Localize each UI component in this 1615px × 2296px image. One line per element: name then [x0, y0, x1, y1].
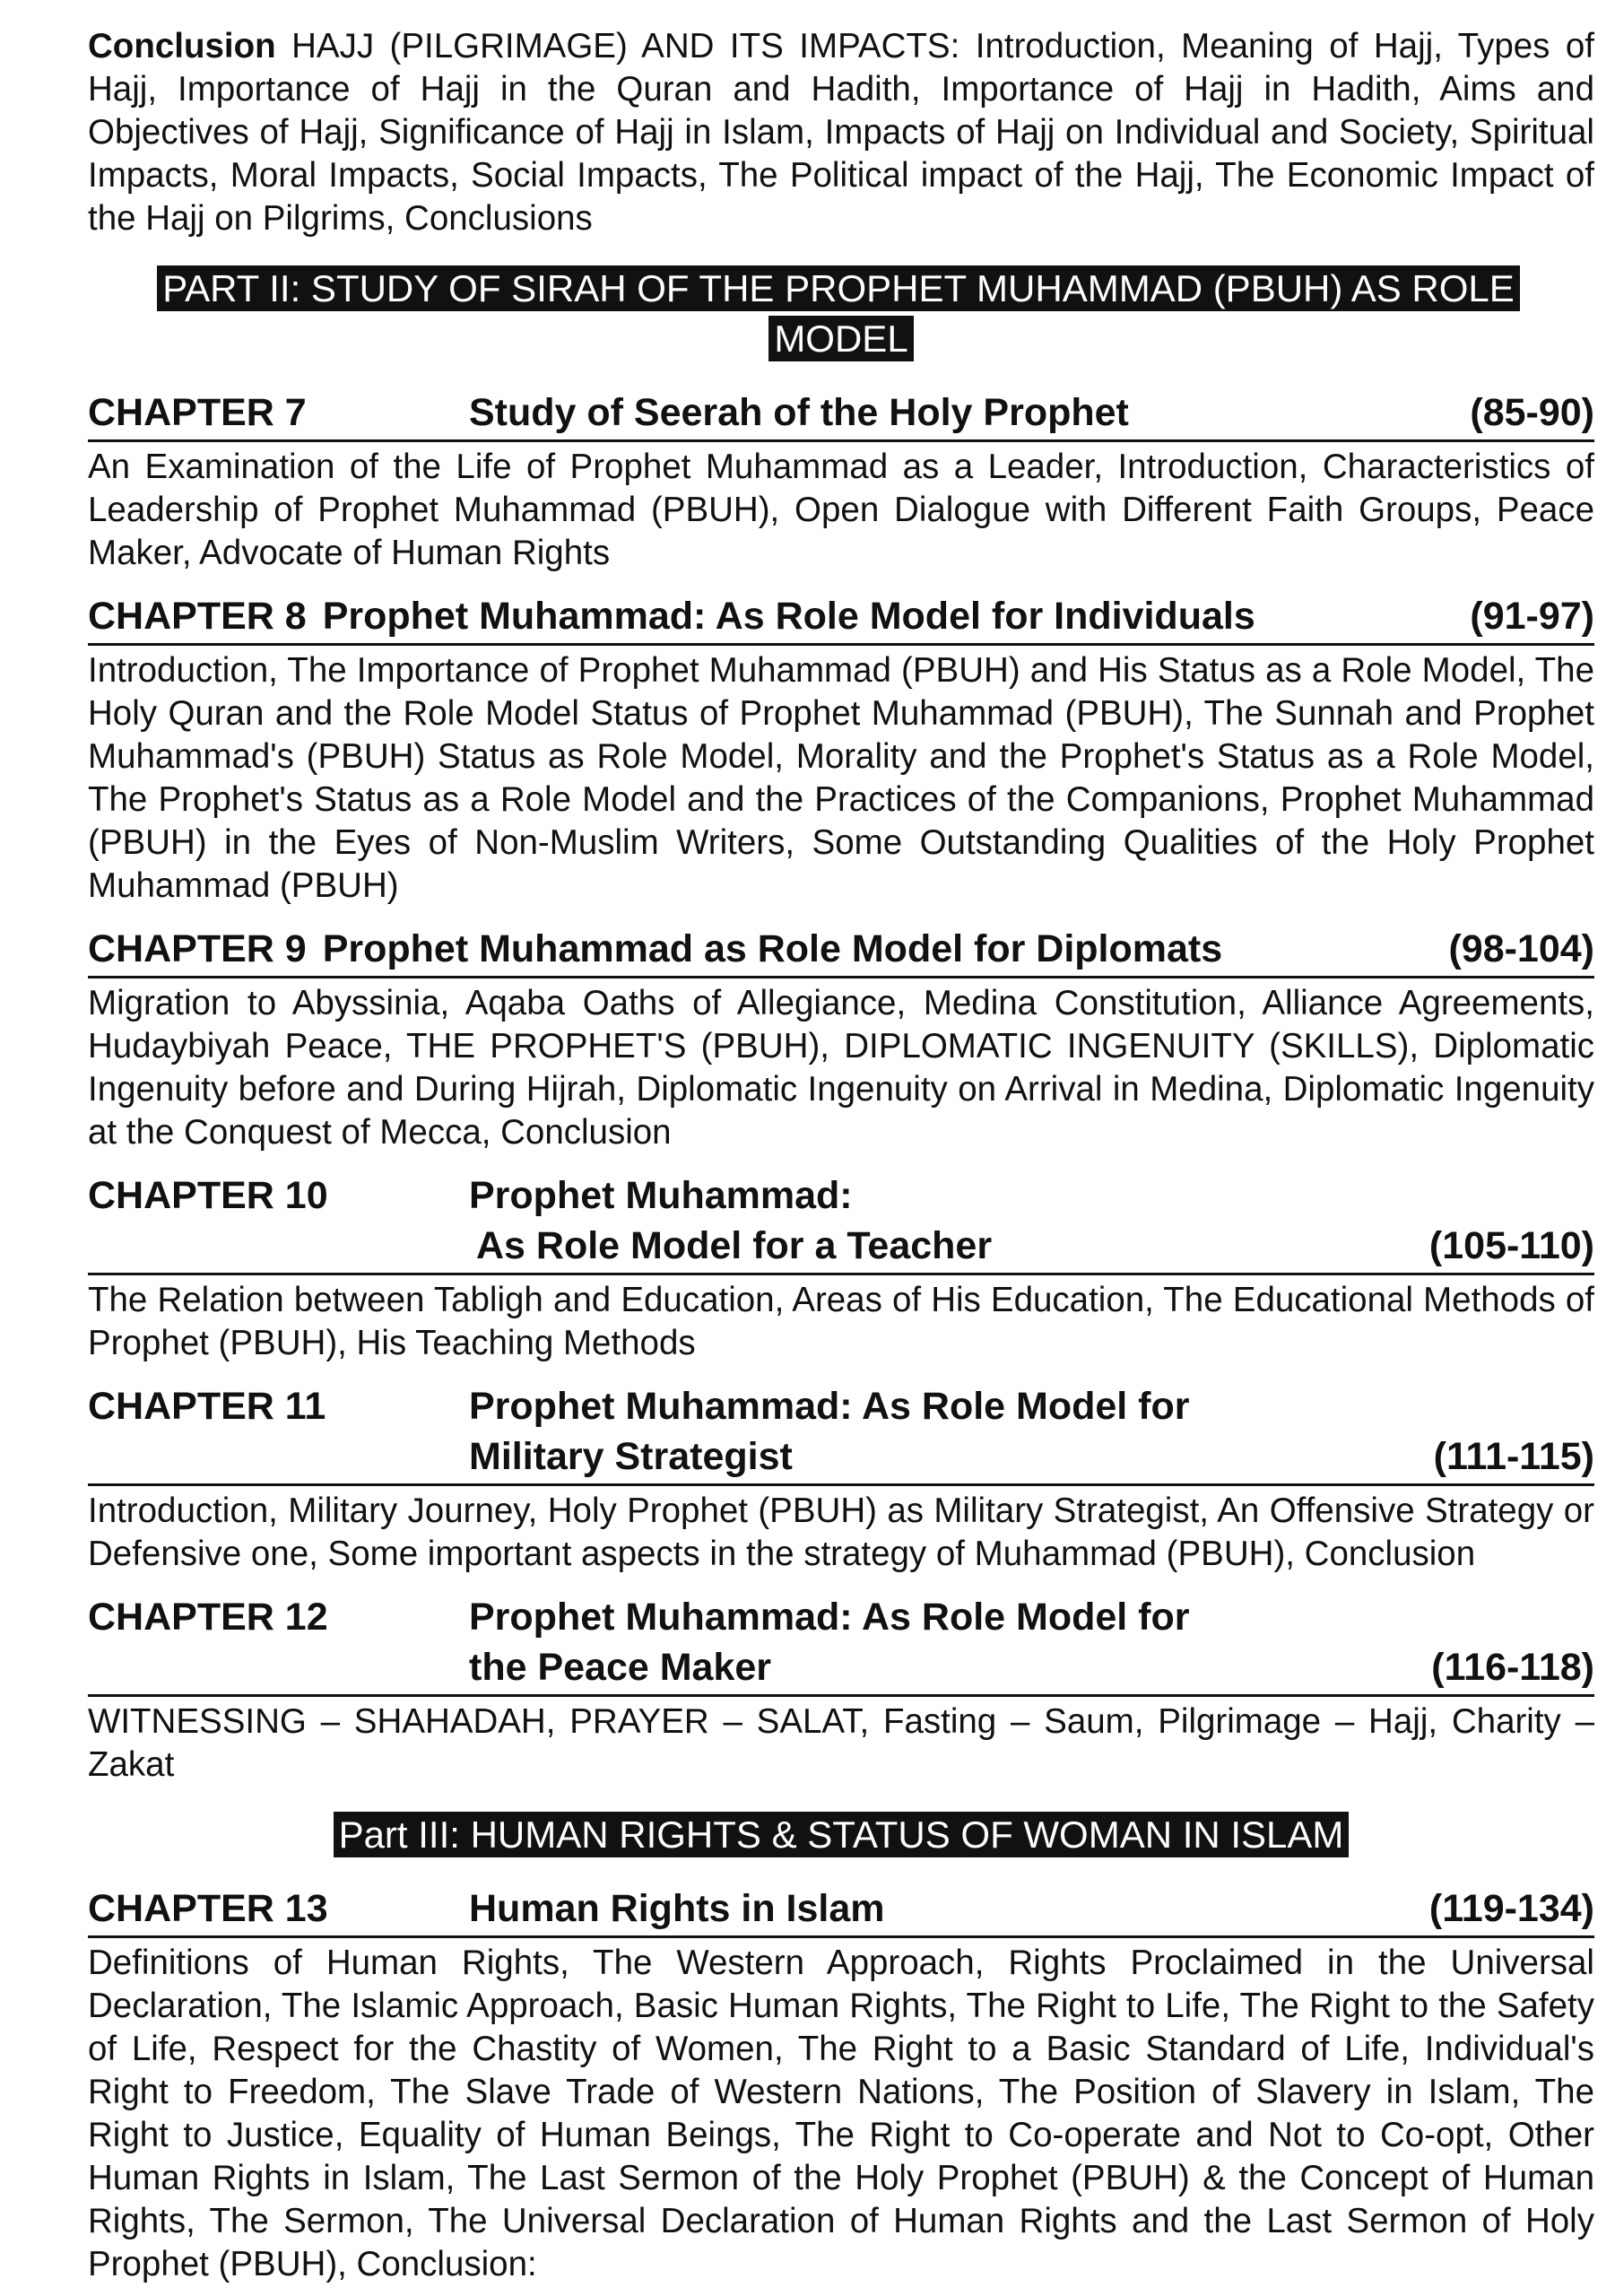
part-ii-banner: PART II: STUDY OF SIRAH OF THE PROPHET MUHAMMAD (PBUH) AS ROLE MODEL: [157, 265, 1520, 361]
chapter-page-range: (91-97): [1470, 595, 1594, 638]
chapter-12-description: WITNESSING – SHAHADAH, PRAYER – SALAT, Fasting – Saum, Pilgrimage – Hajj, Charity – Zakat: [88, 1702, 1594, 1784]
chapter-9-description: Migration to Abyssinia, Aqaba Oaths of Allegiance, Medina Constitution, Alliance Agreements, Hudaybiyah Peace, THE PROPHET'S (PBUH), DIPLOMATIC INGENUITY (SKILLS), Diplomatic Ingenuity before and During Hijrah, Diplomatic Ingenuity on Arrival in Medina, Diplomatic Ingenuity at the Conquest of Mecca, Conclusion: [88, 984, 1594, 1152]
chapter-label: CHAPTER 7: [88, 391, 307, 434]
chapter-page-range: (116-118): [1431, 1646, 1594, 1689]
chapter-title-line: As Role Model for a Teacher: [476, 1224, 993, 1267]
part-ii-heading: [88, 264, 1594, 364]
chapter-title: [469, 1381, 1434, 1482]
chapter-page-range: (111-115): [1433, 1435, 1594, 1478]
chapter-label: CHAPTER 13: [88, 1887, 328, 1930]
chapter-9-heading: [88, 924, 1594, 978]
chapter-12-heading: [88, 1592, 1594, 1697]
chapter-page-range: (85-90): [1470, 391, 1594, 434]
chapter-title-line: Prophet Muhammad as Role Model for Diplomats: [322, 927, 1223, 970]
chapter-10-description: The Relation between Tabligh and Education, Areas of His Education, The Educational Methods of Prophet (PBUH), His Teaching Methods: [88, 1281, 1594, 1362]
intro-paragraph: [88, 25, 1594, 240]
chapter-label: CHAPTER 9: [88, 927, 307, 970]
chapter-title: [469, 1883, 1429, 1934]
chapter-page-range: (105-110): [1428, 1224, 1594, 1267]
chapter-title-line: Prophet Muhammad:: [469, 1174, 853, 1217]
chapter-label: CHAPTER 11: [88, 1385, 326, 1428]
intro-lead: Conclusion: [88, 27, 276, 65]
chapter-8-heading: [88, 591, 1594, 646]
table-of-contents-page: [88, 25, 1594, 2286]
chapter-title-line: Military Strategist: [469, 1435, 793, 1478]
chapter-title: [469, 387, 1470, 438]
chapter-title-line: Prophet Muhammad: As Role Model for Individuals: [322, 595, 1255, 638]
chapter-title-line: Study of Seerah of the Holy Prophet: [469, 391, 1129, 434]
chapter-11-heading: [88, 1381, 1594, 1486]
chapter-10-heading: [88, 1170, 1594, 1275]
chapter-title-line: Prophet Muhammad: As Role Model for: [469, 1596, 1190, 1639]
chapter-title: [323, 591, 1454, 641]
chapter-label: CHAPTER 8: [88, 595, 307, 638]
chapter-title-line: the Peace Maker: [469, 1646, 772, 1689]
chapter-label: CHAPTER 12: [88, 1596, 328, 1639]
chapter-13-description: Definitions of Human Rights, The Western Approach, Rights Proclaimed in the Universal Declaration, The Islamic Approach, Basic Human Rights, The Right to Life, The Right to the Safety of Life, Respect for the Chastity of Women, The Right to a Basic Standard of Life, Individual's Right to Freedom, The Slave Trade of Western Nations, The Position of Slavery in Islam, The Right to Justice, Equality of Human Beings, The Right to Co-operate and Not to Co-opt, Other Human Rights in Islam, The Last Sermon of the Holy Prophet (PBUH) & the Concept of Human Rights, The Sermon, The Universal Declaration of Human Rights and the Last Sermon of Holy Prophet (PBUH), Conclusion:: [88, 1944, 1594, 2283]
chapter-title-line: Prophet Muhammad: As Role Model for: [469, 1385, 1190, 1428]
chapter-7-heading: [88, 387, 1594, 442]
chapter-title-line: Human Rights in Islam: [469, 1887, 885, 1930]
chapter-page-range: (119-134): [1428, 1887, 1594, 1930]
part-iii-heading: [88, 1810, 1594, 1860]
chapter-13-heading: [88, 1883, 1594, 1938]
chapter-page-range: (98-104): [1448, 927, 1594, 970]
intro-text: HAJJ (PILGRIMAGE) AND ITS IMPACTS: Introduction, Meaning of Hajj, Types of Hajj, Importance of Hajj in the Quran and Hadith, Importance of Hajj in Hadith, Aims and Objectives of Hajj, Significance of Hajj in Islam, Impacts of Hajj on Individual and Society, Spiritual Impacts, Moral Impacts, Social Impacts, The Political impact of the Hajj, The Economic Impact of the Hajj on Pilgrims, Conclusions: [88, 27, 1594, 238]
chapter-11-description: Introduction, Military Journey, Holy Prophet (PBUH) as Military Strategist, An Offensive Strategy or Defensive one, Some important aspects in the strategy of Muhammad (PBUH), Conclusion: [88, 1492, 1594, 1573]
chapter-8-description: Introduction, The Importance of Prophet Muhammad (PBUH) and His Status as a Role Model, The Holy Quran and the Role Model Status of Prophet Muhammad (PBUH), The Sunnah and Prophet Muhammad's (PBUH) Status as Role Model, Morality and the Prophet's Status as a Role Model, The Prophet's Status as a Role Model and the Practices of the Companions, Prophet Muhammad (PBUH) in the Eyes of Non-Muslim Writers, Some Outstanding Qualities of the Holy Prophet Muhammad (PBUH): [88, 651, 1594, 905]
chapter-title: [323, 924, 1433, 974]
chapter-7-description: An Examination of the Life of Prophet Muhammad as a Leader, Introduction, Characteristics of Leadership of Prophet Muhammad (PBUH), Open Dialogue with Different Faith Groups, Peace Maker, Advocate of Human Rights: [88, 448, 1594, 572]
chapter-title: [469, 1170, 1429, 1271]
chapter-label: CHAPTER 10: [88, 1174, 328, 1217]
part-iii-banner: Part III: HUMAN RIGHTS & STATUS OF WOMAN IN ISLAM: [334, 1812, 1350, 1857]
chapter-title: [469, 1592, 1431, 1692]
